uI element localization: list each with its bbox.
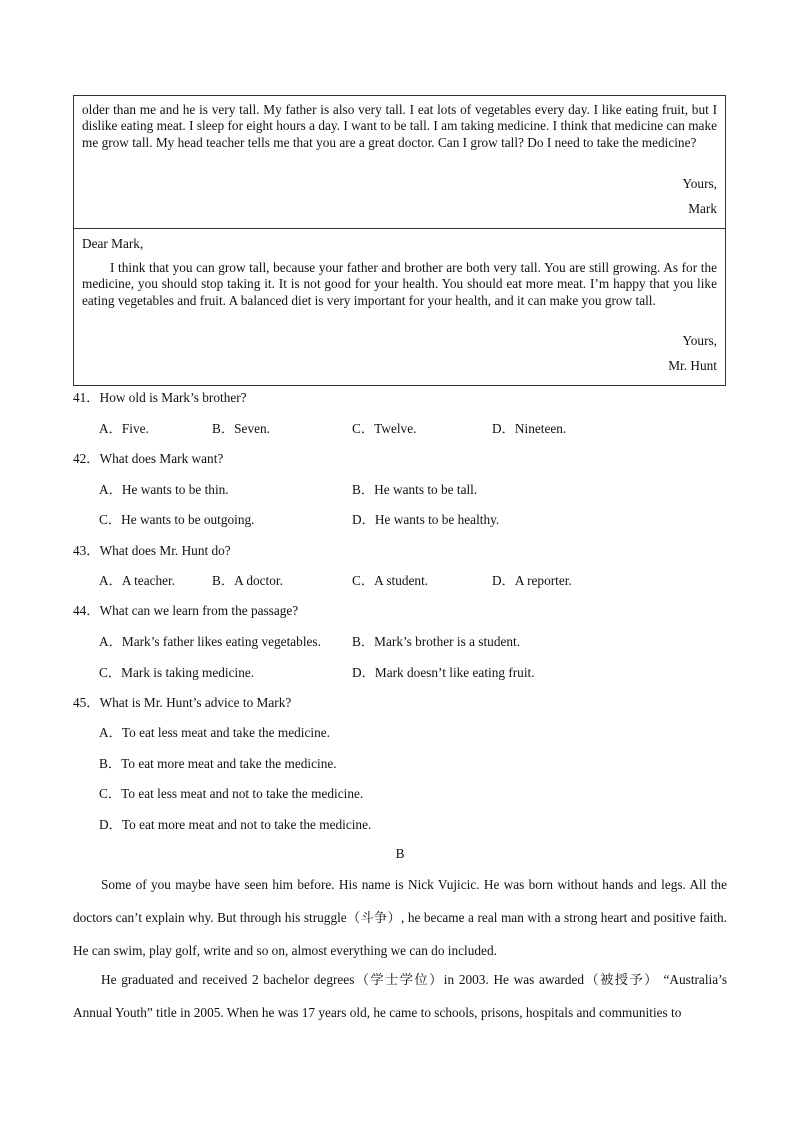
option-43-a[interactable]: A．A teacher.	[99, 573, 176, 588]
option-45-c[interactable]: C．To eat less meat and not to take the medicine.	[99, 786, 364, 801]
section-b-paragraph-1: Some of you maybe have seen him before. His name is Nick Vujicic. He was born without hands and legs. All the doctors can’t explain why. But through his struggle（斗争）, he became a real man with a strong heart and positive faith. He can swim, play golf, write and so on, almost everything we can do included.	[73, 877, 727, 958]
option-41-a[interactable]: A．Five.	[99, 421, 149, 436]
option-44-a[interactable]: A．Mark’s father likes eating vegetables.	[99, 634, 321, 649]
letter2-body: I think that you can grow tall, because your father and brother are both very tall. You are still growing. As for the medicine, you should stop taking it. It is not good for your health. You should eat more meat. I’m happy that you like eating vegetables and fruit. A balanced diet is very important for your health, and it can make you grow tall.	[82, 260, 717, 308]
option-45-a[interactable]: A．To eat less meat and take the medicine.	[99, 725, 330, 740]
section-b-paragraph-2: He graduated and received 2 bachelor degrees（学士学位）in 2003. He was awarded（被授予） “Australia’s Annual Youth” title in 2005. When he was 17 years old, he came to schools, prisons, hospitals and communities to	[73, 972, 727, 1020]
option-44-c[interactable]: C．Mark is taking medicine.	[99, 665, 255, 680]
question-42: 42．What does Mark want?	[73, 451, 224, 466]
section-b-heading: B	[395, 846, 405, 861]
option-42-c[interactable]: C．He wants to be outgoing.	[99, 512, 255, 527]
option-45-b[interactable]: B．To eat more meat and take the medicine.	[99, 756, 337, 771]
option-41-d[interactable]: D．Nineteen.	[492, 421, 567, 436]
option-45-d[interactable]: D．To eat more meat and not to take the medicine.	[99, 817, 372, 832]
question-45: 45．What is Mr. Hunt’s advice to Mark?	[73, 695, 292, 710]
letter2-signature: Mr. Hunt	[668, 358, 717, 373]
letter2-greeting: Dear Mark,	[82, 236, 144, 251]
option-43-c[interactable]: C．A student.	[352, 573, 429, 588]
letter-from-mr-hunt	[73, 228, 726, 386]
option-43-b[interactable]: B．A doctor.	[212, 573, 283, 588]
question-44: 44．What can we learn from the passage?	[73, 603, 299, 618]
question-41: 41．How old is Mark’s brother?	[73, 390, 247, 405]
option-42-a[interactable]: A．He wants to be thin.	[99, 482, 229, 497]
option-41-c[interactable]: C．Twelve.	[352, 421, 417, 436]
option-43-d[interactable]: D．A reporter.	[492, 573, 572, 588]
letter2-closing: Yours,	[682, 333, 717, 348]
letter1-body: older than me and he is very tall. My father is also very tall. I eat lots of vegetables every day. I like eating fruit, but I dislike eating meat. I sleep for eight hours a day. I want to be tall. I am taking medicine. I think that medicine can make me grow tall. My head teacher tells me that you are a great doctor. Can I grow tall? Do I need to take the medicine?	[82, 102, 717, 150]
letter1-signature: Mark	[688, 201, 717, 216]
option-42-b[interactable]: B．He wants to be tall.	[352, 482, 478, 497]
letter1-closing: Yours,	[682, 176, 717, 191]
option-41-b[interactable]: B．Seven.	[212, 421, 270, 436]
option-42-d[interactable]: D．He wants to be healthy.	[352, 512, 500, 527]
letter-from-mark	[73, 95, 726, 229]
option-44-b[interactable]: B．Mark’s brother is a student.	[352, 634, 521, 649]
option-44-d[interactable]: D．Mark doesn’t like eating fruit.	[352, 665, 535, 680]
question-43: 43．What does Mr. Hunt do?	[73, 543, 231, 558]
